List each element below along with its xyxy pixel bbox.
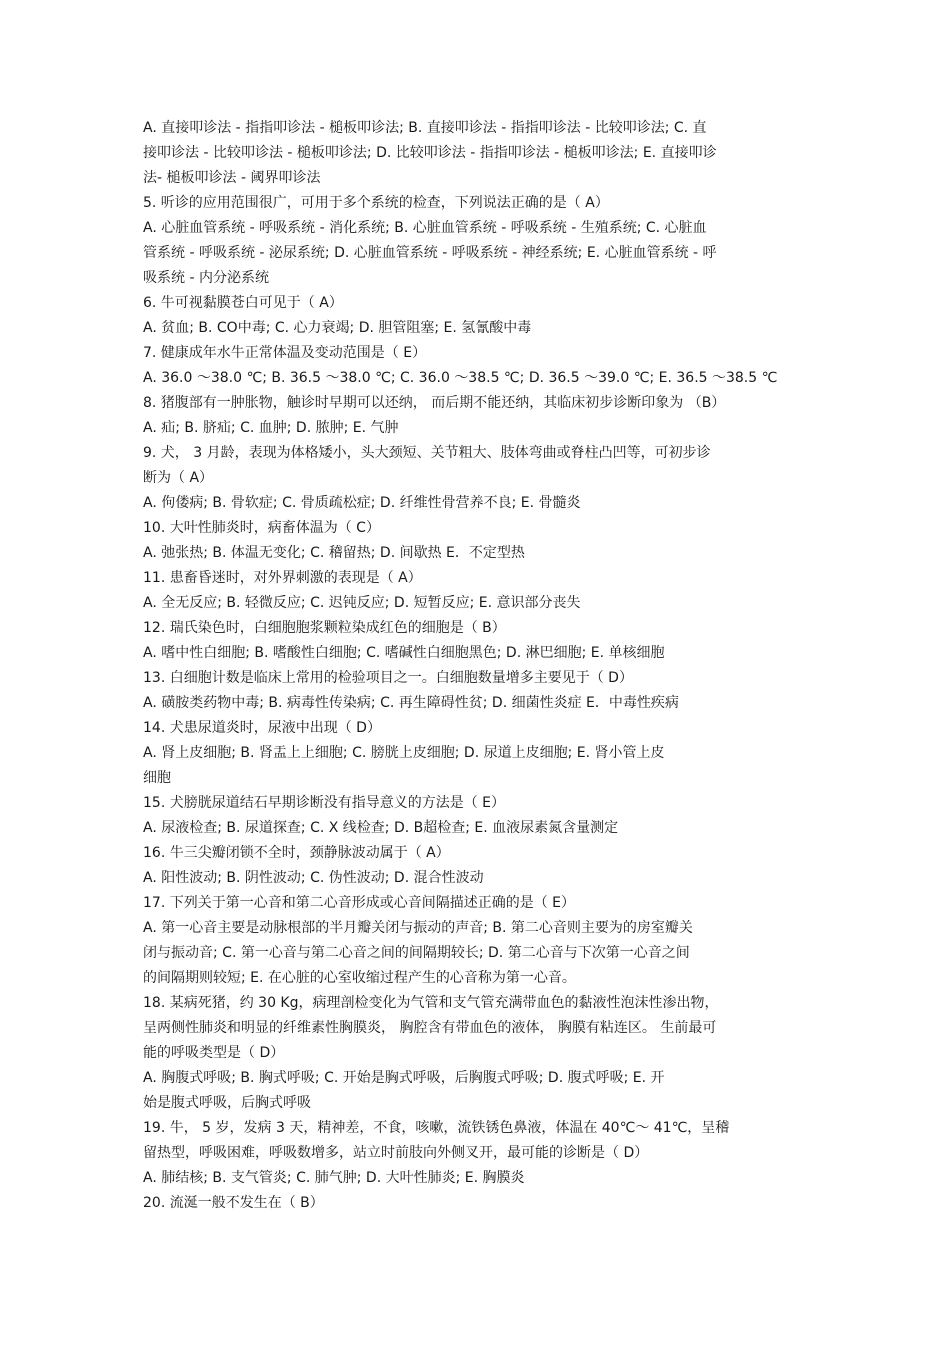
options-line: A. 36.0 ～38.0 ℃; B. 36.5 ～38.0 ℃; C. 36.0 ～38.5 ℃; D. 36.5 ～39.0 ℃; E. 36.5 ～38.5 ℃	[143, 370, 778, 386]
options-line: A. 疝; B. 脐疝; C. 血肿; D. 脓肿; E. 气肿	[143, 420, 399, 436]
question-line: 8. 猪腹部有一肿胀物，触诊时早期可以还纳， 而后期不能还纳，其临床初步诊断印象为 （B）	[143, 395, 726, 411]
question-line: 断为（ A）	[143, 470, 214, 486]
question-line: 6. 牛可视黏膜苍白可见于（ A）	[143, 295, 343, 311]
options-line: 吸系统 - 内分泌系统	[143, 270, 269, 286]
question-line: 17. 下列关于第一心音和第二心音形成或心音间隔描述正确的是（ E）	[143, 895, 576, 911]
question-line: 7. 健康成年水牛正常体温及变动范围是（ E）	[143, 345, 427, 361]
question-line: 5. 听诊的应用范围很广，可用于多个系统的检查，下列说法正确的是（ A）	[143, 195, 609, 211]
options-line: A. 肺结核; B. 支气管炎; C. 肺气肿; D. 大叶性肺炎; E. 胸膜炎	[143, 1170, 525, 1186]
options-line: A. 心脏血管系统 - 呼吸系统 - 消化系统; B. 心脏血管系统 - 呼吸系统 - 生殖系统; C. 心脏血	[143, 220, 707, 236]
options-line: A. 阳性波动; B. 阴性波动; C. 伪性波动; D. 混合性波动	[143, 870, 484, 886]
text-line: 法- 槌板叩诊法 - 阈界叩诊法	[143, 170, 321, 186]
question-line: 14. 犬患尿道炎时，尿液中出现（ D）	[143, 720, 381, 736]
question-line: 15. 犬膀胱尿道结石早期诊断没有指导意义的方法是（ E）	[143, 795, 506, 811]
options-line: 管系统 - 呼吸系统 - 泌尿系统; D. 心脏血管系统 - 呼吸系统 - 神经系统; E. 心脏血管系统 - 呼	[143, 245, 717, 261]
text-line: 接叩诊法 - 比较叩诊法 - 槌板叩诊法; D. 比较叩诊法 - 指指叩诊法 - 槌板叩诊法; E. 直接叩诊	[143, 145, 717, 161]
options-line: A. 贫血; B. CO中毒; C. 心力衰竭; D. 胆管阻塞; E. 氢氰酸中毒	[143, 320, 532, 336]
question-line: 9. 犬， 3 月龄，表现为体格矮小，头大颈短、关节粗大、肢体弯曲或脊柱凸凹等，可初步诊	[143, 445, 711, 461]
question-line: 12. 瑞氏染色时，白细胞胞浆颗粒染成红色的细胞是（ B）	[143, 620, 506, 636]
options-line: A. 佝偻病; B. 骨软症; C. 骨质疏松症; D. 纤维性骨营养不良; E. 骨髓炎	[143, 495, 581, 511]
question-line: 18. 某病死猪，约 30 Kg，病理剖检变化为气管和支气管充满带血色的黏液性泡沫性渗出物，	[143, 995, 719, 1011]
question-line: 16. 牛三尖瓣闭锁不全时，颈静脉波动属于（ A）	[143, 845, 450, 861]
question-line: 13. 白细胞计数是临床上常用的检验项目之一。白细胞数量增多主要见于（ D）	[143, 670, 633, 686]
options-line: 细胞	[143, 770, 171, 786]
options-line: 闭与振动音; C. 第一心音与第二心音之间的间隔期较长; D. 第二心音与下次第一心音之间	[143, 945, 690, 961]
options-line: A. 弛张热; B. 体温无变化; C. 稽留热; D. 间歇热 E．不定型热	[143, 545, 525, 561]
question-line: 10. 大叶性肺炎时，病畜体温为（ C）	[143, 520, 380, 536]
options-line: A. 胸腹式呼吸; B. 胸式呼吸; C. 开始是胸式呼吸，后胸腹式呼吸; D. 腹式呼吸; E. 开	[143, 1070, 665, 1086]
document-page	[143, 116, 809, 1216]
question-line: 11. 患畜昏迷时，对外界刺激的表现是（ A）	[143, 570, 422, 586]
options-line: 的间隔期则较短; E. 在心脏的心室收缩过程产生的心音称为第一心音。	[143, 970, 576, 986]
question-line: 20. 流涎一般不发生在（ B）	[143, 1195, 324, 1211]
options-line: A. 全无反应; B. 轻微反应; C. 迟钝反应; D. 短暂反应; E. 意识部分丧失	[143, 595, 581, 611]
text-line: A. 直接叩诊法 - 指指叩诊法 - 槌板叩诊法; B. 直接叩诊法 - 指指叩诊法 - 比较叩诊法; C. 直	[143, 120, 707, 136]
options-line: A. 第一心音主要是动脉根部的半月瓣关闭与振动的声音; B. 第二心音则主要为的房室瓣关	[143, 920, 693, 936]
options-line: A. 嗜中性白细胞; B. 嗜酸性白细胞; C. 嗜碱性白细胞黑色; D. 淋巴细胞; E. 单核细胞	[143, 645, 665, 661]
question-line: 呈两侧性肺炎和明显的纤维素性胸膜炎， 胸腔含有带血色的液体， 胸膜有粘连区。 生前最可	[143, 1020, 717, 1036]
options-line: A. 肾上皮细胞; B. 肾盂上上细胞; C. 膀胱上皮细胞; D. 尿道上皮细胞; E. 肾小管上皮	[143, 745, 665, 761]
question-line: 留热型，呼吸困难，呼吸数增多，站立时前肢向外侧叉开，最可能的诊断是（ D）	[143, 1145, 649, 1161]
options-line: A. 磺胺类药物中毒; B. 病毒性传染病; C. 再生障碍性贫; D. 细菌性炎症 E．中毒性疾病	[143, 695, 679, 711]
question-line: 能的呼吸类型是（ D）	[143, 1045, 285, 1061]
options-line: 始是腹式呼吸，后胸式呼吸	[143, 1095, 311, 1111]
question-line: 19. 牛， 5 岁，发病 3 天，精神差，不食，咳嗽，流铁锈色鼻液，体温在 40℃～ 41℃，呈稽	[143, 1120, 730, 1136]
options-line: A. 尿液检查; B. 尿道探查; C. X 线检查; D. B超检查; E. 血液尿素氮含量测定	[143, 820, 619, 836]
